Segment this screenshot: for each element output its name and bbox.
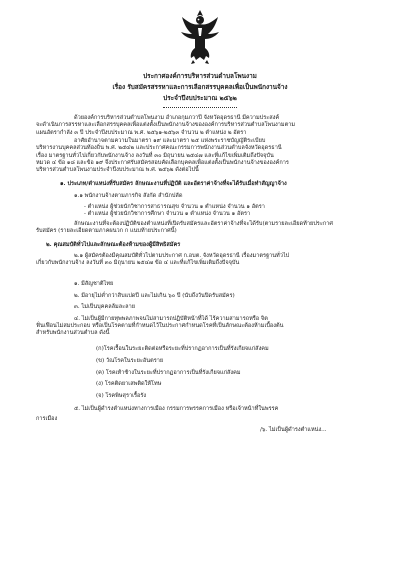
section-1-heading: ๑. ประเภท/ตำแหน่งที่รับสมัคร ลักษณะงานที่ปฏิบัติ และอัตราค่าจ้างที่จะได้รับเมื่อทำสัญญาจ้าง: [60, 181, 287, 187]
disease-item: (ข) วัณโรคในระยะอันตราย: [96, 357, 164, 364]
section-1-1-heading: ๑.๑ พนักงานจ้างตามภารกิจ สังกัด สำนักปลัด: [74, 193, 183, 199]
item-4-line: ฟั่นเฟือนไม่สมประกอบ หรือเป็นโรคตามที่กำหนดไว้ในประกาศกำหนดโรคที่เป็นลักษณะต้องห้ามเบื้องต้น: [36, 323, 284, 329]
item-5: [36, 406, 279, 424]
section-2-1-line: ๒.๑ ผู้สมัครต้องมีคุณสมบัติทั่วไปตามประกาศ ก.อบต. จังหวัดอุดรธานี เรื่องมาตรฐานทั่วไป: [74, 253, 290, 259]
intro-line: จะดำเนินการสรรหาและเลือกสรรบุคคลเพื่อแต่งตั้งเป็นพนักงานจ้างขององค์การบริหารส่วนตำบลโพนงามตาม: [36, 122, 296, 129]
legal-line: เรื่อง มาตรฐานทั่วไปเกี่ยวกับพนักงานจ้าง ลงวันที่ ๓๐ มิถุนายน ๒๕๔๗ และที่แก้ไขเพิ่มเติมถึงปัจจุบัน: [36, 152, 274, 159]
legal-line: หมวด ๔ ข้อ ๑๘ และข้อ ๑๙ จึงประกาศรับสมัครสอบคัดเลือกบุคคลเพื่อแต่งตั้งเป็นพนักงานจ้างขององค์การ: [36, 160, 289, 167]
intro-line: ด้วยองค์การบริหารส่วนตำบลโพนงาม อำเภอกุมภวาปี จังหวัดอุดรธานี มีความประสงค์: [74, 115, 280, 121]
note-line: รับสมัคร (รายละเอียดตามภาคผนวก ก แนบท้ายประกาศนี้): [36, 228, 177, 235]
legal-line: บริหารส่วนตำบลโพนงามประจำปีงบประมาณ พ.ศ. ๒๕๖๒ ดังต่อไปนี้: [36, 167, 199, 174]
legal-line: บริหารงานบุคคลส่วนท้องถิ่น พ.ศ. ๒๕๔๒ และประกาศคณะกรรมการพนักงานส่วนตำบลจังหวัดอุดรธานี: [36, 145, 282, 152]
disease-item: (ก)โรคเรื้อนในระยะติดต่อหรือระยะที่ปรากฏอาการเป็นที่รังเกียจแก่สังคม: [96, 346, 269, 352]
section-2-1-paragraph: [36, 253, 290, 268]
position-item: - ตำแหน่ง ผู้ช่วยนักวิชาการศึกษา จำนวน ๑ ตำแหน่ง จำนวน ๑ อัตรา: [84, 211, 251, 218]
qualification-list: [74, 279, 268, 325]
section-2-heading: ๒. คุณสมบัติทั่วไปและลักษณะต้องห้ามของผู้มีสิทธิสมัคร: [46, 242, 181, 248]
disease-item: (ง) โรคติดยาเสพติดให้โทษ: [96, 381, 162, 388]
note-line: ลักษณะงานที่จะต้องปฏิบัติของตำแหน่งที่เปิดรับสมัครและอัตราค่าจ้างที่จะได้รับ(ตามรายละเอียดท้ายประกาศ: [74, 221, 333, 227]
qualification-item: ๓. ไม่เป็นบุคคลล้มละลาย: [74, 304, 136, 310]
disease-item: (จ) โรคพิษสุราเรื้อรัง: [96, 393, 147, 400]
position-list: [84, 204, 265, 219]
item-5-line: การเมือง: [36, 416, 58, 423]
header-divider: [163, 107, 237, 108]
item-5-line: ๕. ไม่เป็นผู้ดำรงตำแหน่งทางการเมือง กรรมการพรรคการเมือง หรือเจ้าหน้าที่ในพรรค: [74, 406, 279, 412]
position-note: [36, 221, 333, 236]
qualification-item: ๒. มีอายุไม่ต่ำกว่าสิบแปดปี และไม่เกิน ๖๐ ปี (นับถึงวันปิดรับสมัคร): [74, 292, 235, 299]
document-subject: เรื่อง รับสมัครสรรหาและการเลือกสรรบุคคลเพื่อเป็นพนักงานจ้าง: [112, 83, 288, 91]
disease-item: (ค) โรคเท้าช้างในระยะที่ปรากฏอาการเป็นที่รังเกียจแก่สังคม: [96, 369, 241, 376]
garuda-emblem-icon: [178, 8, 222, 66]
intro-paragraph: [36, 115, 296, 137]
disease-list: [96, 344, 269, 403]
continuation-note: /๖. ไม่เป็นผู้ดำรงตำแหน่ง...: [260, 427, 327, 433]
section-2-1-line: เกี่ยวกับพนักงานจ้าง ลงวันที่ ๓๐ มิถุนายน ๒๕๔๗ ข้อ ๔ และที่แก้ไขเพิ่มเติมถึงปัจจุบัน: [36, 260, 240, 267]
position-item: - ตำแหน่ง ผู้ช่วยนักวิชาการสาธารณสุข จำนวน ๑ ตำแหน่ง จำนวน ๑ อัตรา: [84, 204, 265, 210]
item-4-line: สำหรับพนักงานส่วนตำบล ดังนี้: [36, 330, 110, 337]
legal-line: อาศัยอำนาจตามความในมาตรา ๑๙ และมาตรา ๒๕ แห่งพระราชบัญญัติระเบียบ: [74, 138, 266, 144]
legal-paragraph: [36, 138, 289, 175]
qualification-item: ๔. ไม่เป็นผู้มีกายทุพพลภาพจนไม่สามารถปฏิบัติหน้าที่ได้ ไร้ความสามารถหรือ จิต: [74, 315, 268, 322]
item-4-continuation: [36, 323, 283, 338]
qualification-item: ๑. มีสัญชาติไทย: [74, 281, 114, 287]
org-title: ประกาศองค์การบริหารส่วนตำบลโพนงาม: [143, 72, 257, 80]
fiscal-year: ประจำปีงบประมาณ ๒๕๖๒: [163, 94, 237, 102]
intro-line: แผนอัตรากำลัง ๓ ปี ประจำปีงบประมาณ พ.ศ. ๒๕๖๑-๒๕๖๓ จำนวน ๒ ตำแหน่ง ๒ อัตรา: [36, 129, 247, 136]
